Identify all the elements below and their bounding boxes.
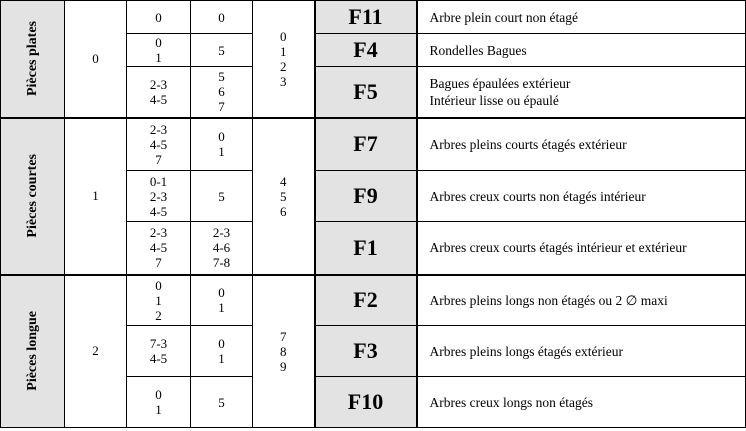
value-line: 0	[218, 9, 225, 25]
digit3-cell	[191, 222, 253, 275]
digit2-cell	[127, 1, 191, 34]
digit2-cell	[127, 222, 191, 275]
value-line: 2-3	[149, 76, 168, 92]
form-code: F1	[315, 222, 417, 275]
digit3-cell	[191, 1, 253, 34]
digit4-cell	[253, 275, 315, 428]
digit3-cell	[191, 377, 253, 428]
value-stack	[191, 129, 252, 159]
form-description	[417, 118, 746, 171]
digit3-cell	[191, 275, 253, 326]
value-line: 2-3	[149, 225, 168, 241]
value-stack	[191, 10, 252, 25]
value-line: 1	[155, 292, 162, 308]
value-line: 4-5	[149, 91, 168, 107]
category-cell	[1, 1, 65, 118]
category-label: Pièces courtes	[24, 154, 40, 238]
value-stack	[191, 43, 252, 58]
value-stack	[253, 29, 314, 89]
value-line: 7-3	[149, 336, 168, 351]
value-line: 6	[280, 203, 287, 219]
value-stack	[191, 225, 252, 270]
value-line: 9	[280, 358, 287, 374]
value-line: 2	[155, 307, 162, 323]
value-stack	[191, 69, 252, 114]
description-line: Arbres pleins courts étagés extérieur	[429, 136, 627, 152]
value-line: 0	[155, 35, 162, 50]
category-label: Pièces plates	[24, 21, 40, 97]
value-line: 1	[155, 402, 162, 417]
value-line: 7-8	[212, 255, 231, 271]
digit2-cell	[127, 326, 191, 377]
value-stack	[127, 278, 190, 323]
description-line: Intérieur lisse ou épaulé	[429, 92, 559, 108]
description-line: Arbres pleins longs non étagés ou 2 ∅ maxi	[429, 292, 668, 308]
digit3-cell	[191, 118, 253, 171]
value-line: 2-3	[149, 188, 168, 204]
value-line: 1	[218, 300, 225, 316]
digit1-cell: 0	[65, 1, 127, 118]
value-line: 6	[218, 84, 225, 100]
value-line: 7	[218, 99, 225, 115]
table-row	[1, 1, 746, 34]
description-line: Bagues épaulées extérieur	[429, 75, 571, 91]
digit1-cell: 2	[65, 275, 127, 428]
value-line: 5	[218, 188, 225, 204]
form-description	[417, 67, 746, 118]
digit2-cell	[127, 67, 191, 118]
value-line: 4-5	[149, 351, 168, 366]
value-line: 7	[280, 328, 287, 344]
value-line: 7	[155, 151, 162, 167]
value-line: 0	[155, 387, 162, 402]
value-line: 8	[280, 343, 287, 359]
digit4-cell	[253, 1, 315, 118]
description-line: Rondelles Bagues	[429, 42, 527, 58]
value-line: 5	[218, 42, 225, 58]
value-stack	[127, 174, 190, 219]
form-code: F2	[315, 275, 417, 326]
description-line: Arbre plein court non étagé	[429, 9, 578, 25]
value-stack	[127, 336, 190, 366]
form-description	[417, 377, 746, 428]
value-stack	[191, 395, 252, 410]
form-code: F11	[315, 1, 417, 34]
table-body	[1, 1, 746, 428]
form-code: F9	[315, 171, 417, 222]
form-description	[417, 326, 746, 377]
value-stack	[191, 336, 252, 366]
digit2-cell	[127, 275, 191, 326]
value-line: 0	[218, 285, 225, 301]
value-line: 0	[218, 129, 225, 145]
form-description	[417, 34, 746, 67]
value-line: 1	[218, 144, 225, 160]
value-line: 0	[155, 9, 162, 25]
value-line: 0	[218, 336, 225, 351]
form-description	[417, 1, 746, 34]
description-line: Arbres creux courts étagés intérieur et extérieur	[429, 240, 687, 256]
value-line: 5	[218, 69, 225, 85]
value-line: 1	[155, 50, 162, 65]
value-stack	[127, 10, 190, 25]
description-line: Arbres pleins longs étagés extérieur	[429, 343, 623, 359]
value-stack	[127, 35, 190, 65]
value-line: 2-3	[149, 121, 168, 137]
digit3-cell	[191, 67, 253, 118]
value-line: 2-3	[212, 225, 231, 241]
value-stack	[191, 189, 252, 204]
value-line: 7	[155, 255, 162, 271]
digit2-cell	[127, 34, 191, 67]
value-line: 4-5	[149, 240, 168, 256]
value-line: 4	[280, 173, 287, 189]
digit1-cell: 1	[65, 118, 127, 275]
category-label: Pièces longue	[24, 311, 40, 392]
form-code: F7	[315, 118, 417, 171]
digit3-cell	[191, 34, 253, 67]
digit2-cell	[127, 171, 191, 222]
digit3-cell	[191, 171, 253, 222]
value-line: 4-5	[149, 136, 168, 152]
value-line: 1	[218, 351, 225, 366]
value-line: 5	[280, 188, 287, 204]
value-stack	[127, 77, 190, 107]
value-line: 2	[280, 58, 287, 74]
value-line: 5	[218, 394, 225, 410]
value-line: 3	[280, 73, 287, 89]
digit4-cell	[253, 118, 315, 275]
form-code: F10	[315, 377, 417, 428]
description-line: Arbres creux courts non étagés intérieur	[429, 188, 646, 204]
description-line: Arbres creux longs non étagés	[429, 394, 593, 410]
form-code: F5	[315, 67, 417, 118]
digit3-cell	[191, 326, 253, 377]
table-row	[1, 275, 746, 326]
value-line: 0	[155, 277, 162, 293]
category-cell	[1, 275, 65, 428]
value-stack	[253, 329, 314, 374]
form-description	[417, 275, 746, 326]
value-line: 4-5	[149, 203, 168, 219]
form-description	[417, 222, 746, 275]
value-stack	[253, 174, 314, 219]
value-line: 0	[280, 28, 287, 44]
category-cell	[1, 118, 65, 275]
value-stack	[127, 122, 190, 167]
table-row	[1, 118, 746, 171]
value-line: 1	[280, 43, 287, 59]
value-stack	[127, 387, 190, 417]
value-line: 4-6	[212, 240, 231, 256]
digit2-cell	[127, 377, 191, 428]
form-code: F4	[315, 34, 417, 67]
value-stack	[127, 225, 190, 270]
form-code: F3	[315, 326, 417, 377]
digit2-cell	[127, 118, 191, 171]
value-stack	[191, 285, 252, 315]
form-description	[417, 171, 746, 222]
value-line: 0-1	[149, 173, 168, 189]
